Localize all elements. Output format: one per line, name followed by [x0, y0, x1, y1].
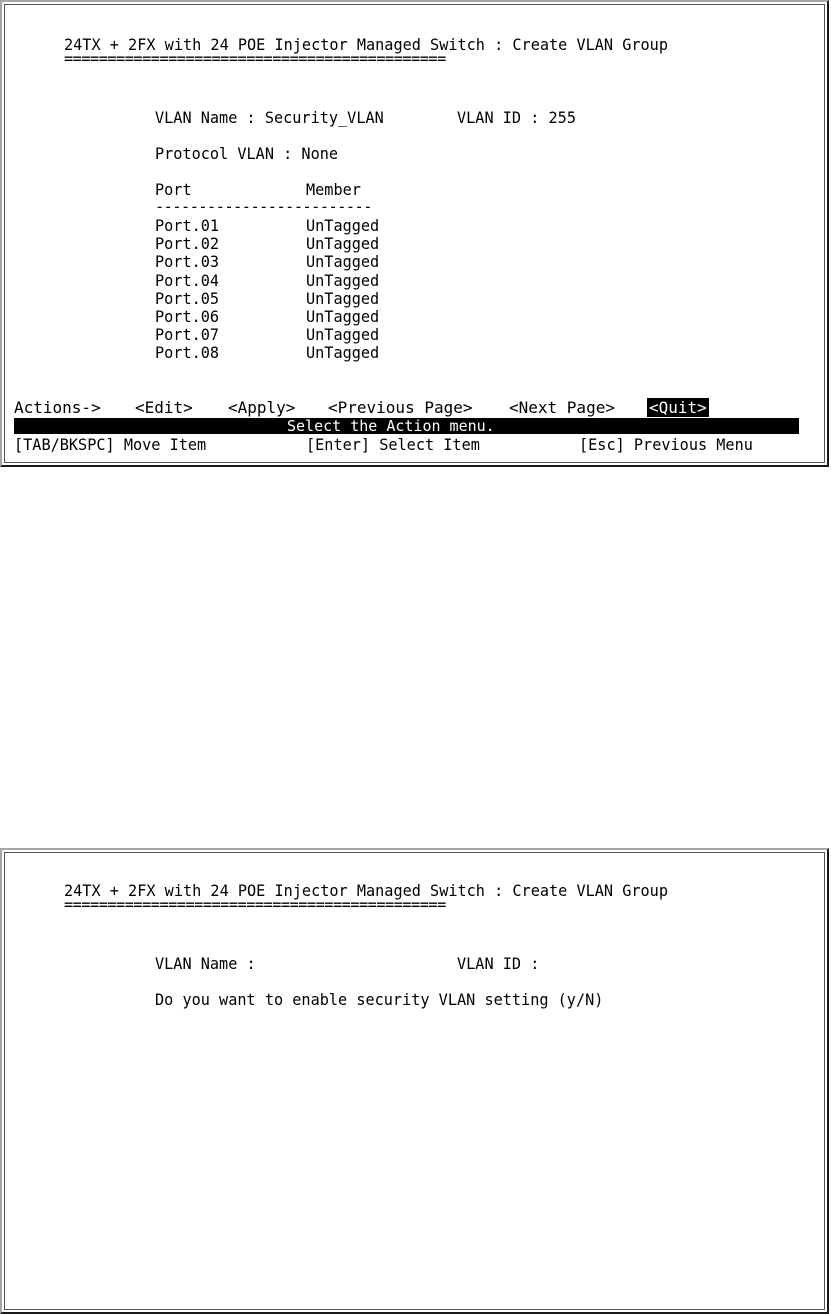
page-title: 24TX + 2FX with 24 POE Injector Managed Switch : Create VLAN Group	[64, 881, 668, 900]
port-label: Port.04	[155, 270, 220, 290]
vlan-name-field[interactable]: VLAN Name :	[155, 954, 256, 973]
port-label: Port.07	[155, 325, 220, 345]
apply-button[interactable]: <Apply>	[228, 398, 296, 417]
next-page-button[interactable]: <Next Page>	[509, 398, 615, 417]
quit-button[interactable]	[647, 399, 709, 417]
terminal-window-create-vlan-group-1	[0, 0, 829, 467]
port-label: Port.05	[155, 288, 220, 308]
vlan-name-field[interactable]: VLAN Name : Security_VLAN	[155, 108, 384, 127]
port-label: Port.08	[155, 343, 220, 363]
title-underline: ============================================	[64, 895, 446, 914]
member-value[interactable]: UnTagged	[306, 216, 380, 235]
terminal-window-create-vlan-group-2	[0, 848, 829, 1314]
edit-button[interactable]: <Edit>	[135, 398, 193, 417]
port-label: Port.03	[155, 252, 220, 272]
quit-button-label: <Quit>	[649, 398, 707, 417]
status-message: Select the Action menu.	[287, 417, 495, 435]
member-value[interactable]: UnTagged	[306, 252, 380, 272]
port-label: Port.02	[155, 234, 220, 254]
member-value[interactable]: UnTagged	[306, 343, 380, 363]
port-label: Port.01	[155, 216, 220, 235]
member-value[interactable]: UnTagged	[306, 234, 380, 254]
terminal-frame	[4, 4, 825, 463]
help-move-item: [TAB/BKSPC] Move Item	[14, 435, 207, 454]
terminal-frame	[4, 852, 825, 1310]
member-value[interactable]: UnTagged	[306, 307, 380, 326]
port-label: Port.06	[155, 307, 220, 326]
member-value[interactable]: UnTagged	[306, 288, 380, 308]
column-separator: -------------------------	[155, 197, 372, 216]
vlan-id-field[interactable]: VLAN ID : 255	[457, 108, 576, 127]
security-vlan-prompt[interactable]: Do you want to enable security VLAN setting (y/N)	[155, 990, 604, 1009]
protocol-vlan-field[interactable]: Protocol VLAN : None	[155, 144, 339, 163]
page-title: 24TX + 2FX with 24 POE Injector Managed Switch : Create VLAN Group	[64, 35, 668, 54]
help-previous-menu: [Esc] Previous Menu	[579, 435, 753, 454]
member-value[interactable]: UnTagged	[306, 325, 380, 345]
column-header-member: Member	[306, 180, 361, 199]
member-value[interactable]: UnTagged	[306, 270, 380, 290]
column-header-port: Port	[155, 180, 192, 199]
title-underline: ============================================	[64, 49, 446, 68]
actions-label: Actions->	[14, 398, 101, 417]
vlan-id-field[interactable]: VLAN ID :	[457, 954, 540, 973]
help-select-item: [Enter] Select Item	[306, 435, 480, 454]
previous-page-button[interactable]: <Previous Page>	[328, 398, 473, 417]
